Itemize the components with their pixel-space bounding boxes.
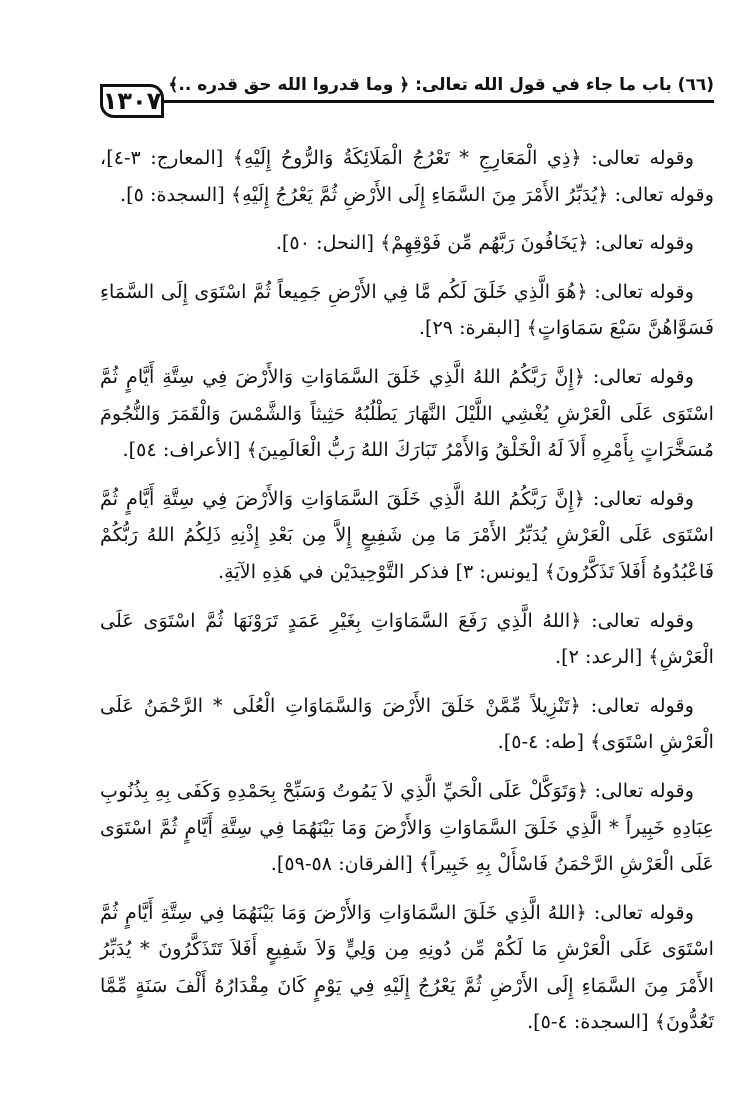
paragraph-5: وقوله تعالى: ﴿إِنَّ رَبَّكُمُ اللهُ الَّذِي خَلَقَ السَّمَاوَاتِ وَالأَرْضَ فِي سِتَّةِ أَيَّامٍ ثُمَّ اسْتَوَى عَلَى الْعَرْشِ يُدَبِّرُ الأَمْرَ مَا مِن شَفِيعٍ إِلاَّ مِن بَعْدِ إِذْنِهِ ذَلِكُمُ اللهُ رَبُّكُمْ فَاعْبُدُوهُ أَفَلاَ تَذَكَّرُونَ﴾ [يونس: ٣] فذكر التَّوْحِيدَيْن في هَذِهِ الآيَةِ. [100,486,714,583]
chapter-title: (٦٦) باب ما جاء في قول الله تعالى: ﴿ وما قدروا الله حق قدره ..﴾ [168,75,714,95]
paragraph-8: وقوله تعالى: ﴿وَتَوَكَّلْ عَلَى الْحَيِّ الَّذِي لاَ يَمُوتُ وَسَبِّحْ بِحَمْدِهِ وَكَفَى بِهِ بِذُنُوبِ عِبَادِهِ خَبِيراً * الَّذِي خَلَقَ السَّمَاوَاتِ وَالأَرْضَ وَمَا بَيْنَهُمَا فِي سِتَّةِ أَيَّامٍ ثُمَّ اسْتَوَى عَلَى الْعَرْشِ الرَّحْمَنُ فَاسْأَلْ بِهِ خَبِيراً﴾ [الفرقان: ٥٨-٥٩]. [100,778,714,876]
header-rule [164,100,714,103]
paragraph-9: وقوله تعالى: ﴿اللهُ الَّذِي خَلَقَ السَّمَاوَاتِ وَالأَرْضَ وَمَا بَيْنَهُمَا فِي سِتَّةِ أَيَّامٍ ثُمَّ اسْتَوَى عَلَى الْعَرْشِ مَا لَكُمْ مِّن دُونِهِ مِن وَلِيٍّ وَلاَ شَفِيعٍ أَفَلاَ تَتَذَكَّرُونَ * يُدَبِّرُ الأَمْرَ مِنَ السَّمَاءِ إِلَى الأَرْضِ ثُمَّ يَعْرُجُ إِلَيْهِ فِي يَوْمٍ كَانَ مِقْدَارُهُ أَلْفَ سَنَةٍ مِّمَّا تَعُدُّونَ﴾ [السجدة: ٤-٥]. [100,900,714,1034]
paragraph-4: وقوله تعالى: ﴿إِنَّ رَبَّكُمُ اللهُ الَّذِي خَلَقَ السَّمَاوَاتِ وَالأَرْضَ فِي سِتَّةِ أَيَّامٍ ثُمَّ اسْتَوَى عَلَى الْعَرْشِ يُغْشِي اللَّيْلَ النَّهَارَ يَطْلُبُهُ حَثِيثاً وَالشَّمْسَ وَالْقَمَرَ وَالنُّجُومَ مُسَخَّرَاتٍ بِأَمْرِهِ أَلاَ لَهُ الْخَلْقُ وَالأَمْرُ تَبَارَكَ اللهُ رَبُّ الْعَالَمِينَ﴾ [الأعراف: ٥٤]. [100,364,714,462]
paragraph-7: وقوله تعالى: ﴿تَنْزِيلاً مِّمَّنْ خَلَقَ الأَرْضَ وَالسَّمَاوَاتِ الْعُلَى * الرَّحْمَنُ عَلَى الْعَرْشِ اسْتَوَى﴾ [طه: ٤-٥]. [100,693,714,754]
paragraph-2: وقوله تعالى: ﴿يَخَافُونَ رَبَّهُم مِّن فَوْقِهِمْ﴾ [النحل: ٥٠]. [275,231,694,255]
page-body [100,140,714,1053]
paragraph-1: وقوله تعالى: ﴿ذِي الْمَعَارِجِ * تَعْرُجُ الْمَلَائِكَةُ وَالرُّوحُ إِلَيْهِ﴾ [المعارج: ٣-٤]، وقوله تعالى: ﴿يُدَبِّرُ الأَمْرَ مِنَ السَّمَاءِ إِلَى الأَرْضِ ثُمَّ يَعْرُجُ إِلَيْهِ﴾ [السجدة: ٥]. [100,146,714,206]
page-header [100,70,714,128]
page-number: ١٣٠٧ [100,84,164,118]
paragraph-6: وقوله تعالى: ﴿اللهُ الَّذِي رَفَعَ السَّمَاوَاتِ بِغَيْرِ عَمَدٍ تَرَوْنَهَا ثُمَّ اسْتَوَى عَلَى الْعَرْشِ﴾ [الرعد: ٢]. [100,608,714,669]
paragraph-3: وقوله تعالى: ﴿هُوَ الَّذِي خَلَقَ لَكُم مَّا فِي الأَرْضِ جَمِيعاً ثُمَّ اسْتَوَى إِلَى السَّمَاءِ فَسَوَّاهُنَّ سَبْعَ سَمَاوَاتٍ﴾ [البقرة: ٢٩]. [100,279,714,340]
